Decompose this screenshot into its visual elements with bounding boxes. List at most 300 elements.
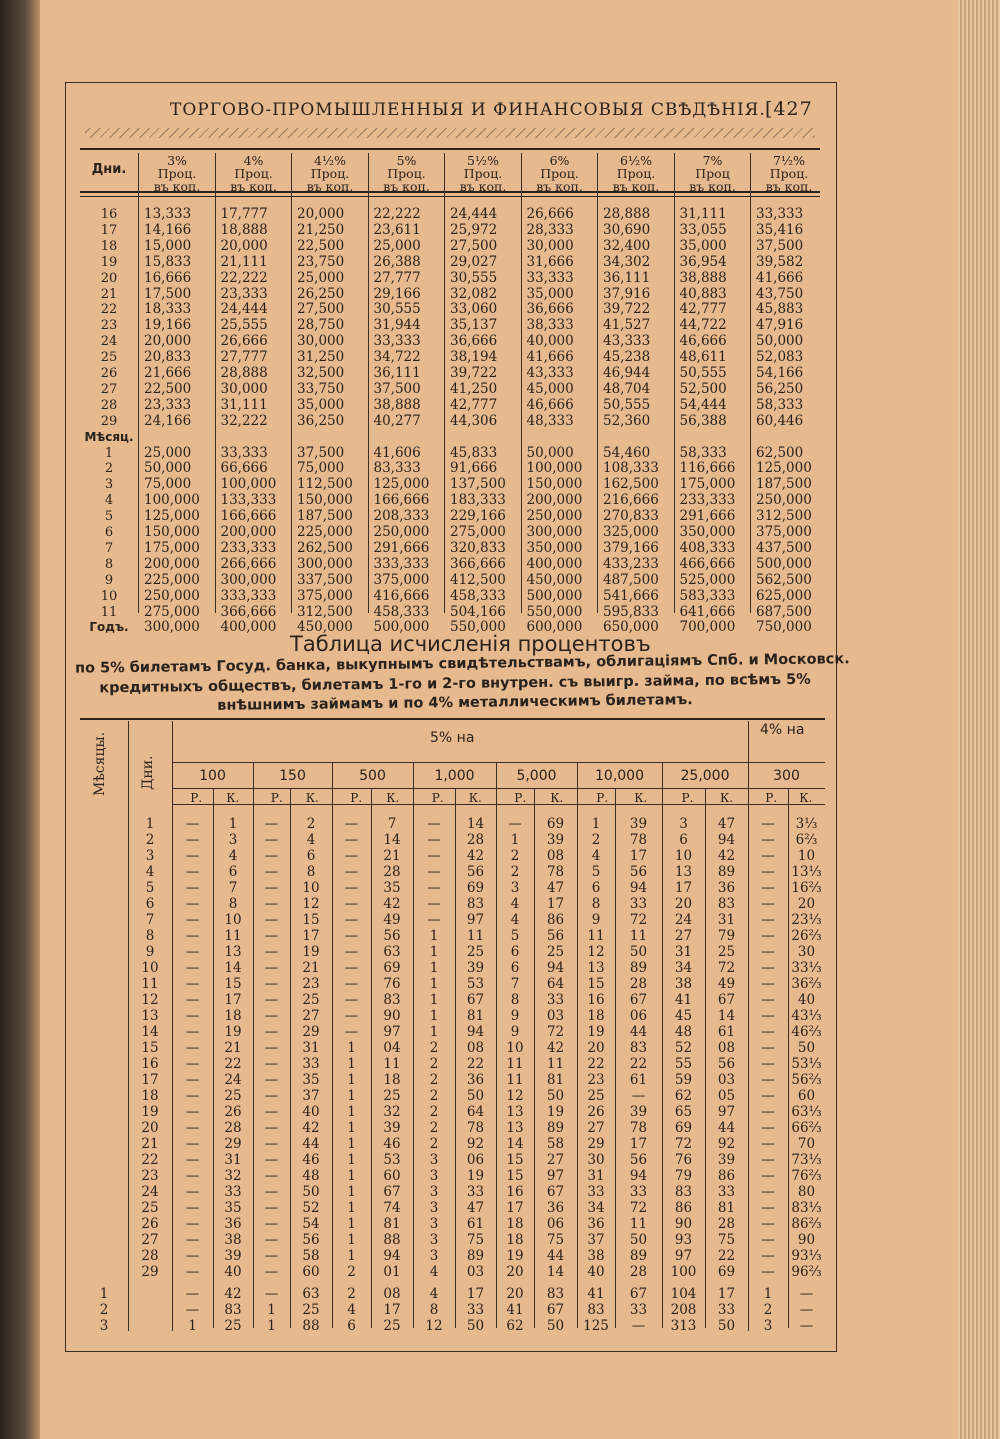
table-cell: 36,111 [373, 365, 421, 381]
column-label: Проц. [540, 166, 579, 181]
table-cell: 1 [347, 1056, 356, 1072]
row-label: 2 [104, 461, 114, 477]
table-cell: 33 [629, 1184, 648, 1200]
table-cell: 1 [228, 816, 238, 832]
table-cell: 23 [587, 1072, 605, 1088]
table-cell: 36,666 [526, 301, 574, 318]
table-cell: 32 [383, 1104, 401, 1120]
table-cell: — [761, 1264, 775, 1280]
table-cell: — [761, 1168, 775, 1184]
table-cell: 291,666 [373, 539, 430, 556]
table-cell: 31 [717, 912, 736, 928]
table-cell: 270,833 [603, 508, 659, 525]
table-cell: — [185, 1008, 200, 1024]
column-rate: 6% [549, 153, 570, 168]
table-cell: 40 [587, 1264, 605, 1280]
table-cell: 33,055 [679, 221, 727, 238]
table-cell: — [799, 1286, 814, 1302]
table-cell: — [508, 816, 522, 832]
table-cell: 39,582 [756, 253, 804, 270]
table-cell: 37,916 [603, 285, 651, 302]
rubles-header: Р. [681, 791, 694, 805]
table-cell: 81 [383, 1216, 401, 1232]
table-cell: 15 [302, 912, 320, 928]
table-cell: — [427, 832, 441, 848]
row-label: 16 [100, 207, 118, 222]
table-cell: 8 [306, 864, 316, 880]
table-cell: 46,944 [603, 365, 651, 381]
table-cell: 1 [347, 1072, 356, 1088]
column-rate: 5½% [467, 153, 499, 168]
table-cell: 26,388 [373, 253, 421, 270]
table-cell: 27,500 [297, 301, 345, 318]
table-cell: 36,666 [450, 333, 498, 350]
table-cell: 96⅔ [791, 1264, 822, 1280]
table-cell: 81 [717, 1200, 736, 1216]
table-cell: 275,000 [144, 603, 200, 620]
table-cell: 42,777 [679, 301, 727, 318]
table-cell: 31,111 [679, 206, 727, 222]
table-cell: 23,750 [297, 253, 345, 270]
table-cell: — [761, 1040, 775, 1056]
table-cell: 100 [670, 1264, 697, 1280]
table-cell: — [264, 896, 279, 912]
table-cell: 9 [510, 1008, 520, 1024]
table-cell: 75,000 [297, 460, 345, 477]
table-cell: 90 [383, 1008, 401, 1024]
table-cell: — [264, 1184, 279, 1200]
table-cell: 10 [674, 848, 693, 864]
table-cell: 26 [587, 1104, 605, 1120]
table-cell: 28 [629, 1264, 648, 1280]
table-cell: 67 [629, 992, 648, 1008]
table-cell: 23,333 [144, 396, 192, 413]
table-cell: 45,883 [756, 301, 804, 318]
rubles-header: Р. [190, 791, 203, 805]
table-cell: 27,777 [373, 269, 421, 286]
table-cell: — [761, 864, 775, 880]
table-cell: 62 [506, 1318, 524, 1334]
table-cell: 3 [429, 1248, 439, 1264]
table-cell: 28,750 [297, 317, 345, 334]
table-cell: 17 [506, 1200, 524, 1216]
day-label: 15 [141, 1040, 159, 1056]
table-cell: — [761, 1072, 775, 1088]
table-cell: 46 [383, 1136, 401, 1152]
table-cell: — [344, 944, 359, 960]
table-cell: 1 [347, 1104, 356, 1120]
table-cell: 19 [224, 1024, 242, 1040]
table-cell: 38,888 [373, 396, 421, 413]
table-cell: — [427, 848, 441, 864]
table-cell: 32,082 [450, 285, 498, 302]
table-cell: 58,333 [756, 396, 804, 413]
table-cell: — [185, 976, 200, 992]
column-label: Проц [695, 166, 730, 181]
table-cell: 47,916 [756, 317, 804, 334]
table-cell: 137,500 [450, 476, 506, 493]
table-cell: 1 [347, 1200, 356, 1216]
table-cell: 53⅓ [791, 1056, 822, 1072]
table-cell: 17 [466, 1286, 485, 1302]
table-cell: 22 [466, 1056, 485, 1072]
amount-header: 500 [359, 768, 386, 784]
table-cell: 40 [224, 1264, 242, 1280]
table-cell: — [185, 1056, 200, 1072]
table-cell: 83 [546, 1286, 565, 1302]
day-label: 26 [141, 1216, 159, 1232]
table-cell: 83 [717, 896, 736, 912]
table-cell: — [427, 816, 441, 832]
table-cell: — [761, 848, 775, 864]
table-cell: 50 [546, 1088, 565, 1104]
table-cell: — [185, 864, 200, 880]
table-cell: 31,944 [373, 317, 421, 334]
table-cell: 550,000 [526, 603, 583, 620]
table-cell: 83,333 [373, 460, 421, 477]
table-cell: 63 [302, 1286, 320, 1302]
table-cell: 48 [674, 1024, 693, 1040]
day-label: 25 [141, 1200, 159, 1216]
table-cell: 49 [383, 912, 401, 928]
table-cell: 3 [429, 1200, 439, 1216]
table-cell: 44 [302, 1136, 320, 1152]
table-cell: 15,833 [144, 253, 192, 270]
table-cell: 39 [629, 1104, 648, 1120]
table-cell: 112,500 [297, 476, 353, 493]
table-cell: 61 [629, 1072, 648, 1088]
table-cell: 54,444 [679, 396, 727, 413]
table-cell: — [344, 912, 359, 928]
table-cell: 18 [224, 1008, 242, 1024]
table-cell: 3 [429, 1216, 439, 1232]
table-cell: 300,000 [144, 619, 200, 636]
table-cell: 1 [347, 1184, 356, 1200]
table-cell: 50,555 [603, 396, 651, 413]
table-cell: 291,666 [679, 508, 736, 525]
table-cell: — [761, 1008, 775, 1024]
day-label: 27 [141, 1232, 159, 1248]
table-cell: — [185, 1248, 200, 1264]
table-cell: 22 [587, 1056, 605, 1072]
table-cell: 26,666 [526, 206, 574, 222]
table-cell: 2 [347, 1264, 356, 1280]
table-cell: 67 [629, 1286, 648, 1302]
table-cell: 8 [510, 992, 520, 1008]
table-cell: 47 [717, 816, 736, 832]
table-cell: — [427, 864, 441, 880]
table-cell: 50 [302, 1184, 320, 1200]
table-cell: 22 [224, 1056, 242, 1072]
table-cell: 67 [717, 992, 736, 1008]
table-cell: — [185, 1264, 200, 1280]
header-rule [172, 762, 825, 763]
column-label: Проц. [769, 166, 809, 181]
table-cell: 11 [587, 928, 605, 944]
table-cell: 72 [674, 1136, 693, 1152]
table-cell: — [761, 992, 775, 1008]
table-cell: — [264, 1008, 279, 1024]
row-label: 29 [100, 413, 118, 429]
table-cell: 42 [383, 896, 401, 912]
table-cell: 50 [466, 1318, 485, 1334]
table-cell: 79 [717, 928, 736, 944]
table-cell: 28,888 [220, 365, 268, 381]
column-rule [138, 153, 139, 613]
rubles-header: Р. [270, 791, 283, 805]
column-header [597, 154, 675, 193]
table-cell: 20,000 [144, 333, 192, 350]
table-cell: 412,500 [450, 571, 506, 588]
table-cell: 60 [302, 1264, 320, 1280]
table-cell: — [185, 944, 200, 960]
table-cell: 21 [224, 1040, 242, 1056]
table-cell: 700,000 [679, 619, 736, 636]
table-cell: — [761, 1104, 775, 1120]
table-cell: 3⅓ [795, 816, 818, 832]
table-cell: 6 [510, 944, 520, 960]
table-cell: 34,302 [603, 253, 651, 270]
table-cell: — [761, 928, 775, 944]
table-cell: 36 [466, 1072, 485, 1088]
table-cell: 2 [429, 1072, 439, 1088]
table-cell: 1 [429, 992, 439, 1008]
table-cell: 64 [466, 1104, 485, 1120]
table-cell: 25,000 [373, 237, 421, 254]
table-cell: — [185, 1024, 200, 1040]
table-cell: — [264, 1136, 279, 1152]
table-cell: 94 [717, 832, 736, 848]
table-cell: 35,000 [297, 396, 345, 413]
table-cell: 93 [674, 1232, 693, 1248]
table-cell: 450,000 [526, 571, 583, 588]
column-rule [662, 762, 663, 1328]
table-cell: 33 [717, 1302, 736, 1318]
column-rule [496, 762, 497, 1328]
table-cell: 89 [546, 1120, 565, 1136]
day-label: 28 [141, 1248, 159, 1264]
table-cell: 50 [717, 1318, 736, 1334]
table-cell: 42,777 [450, 396, 498, 413]
table-cell: 50 [546, 1318, 565, 1334]
table-cell: 550,000 [450, 619, 506, 636]
table-cell: 450,000 [297, 619, 353, 636]
table-cell: 35,416 [756, 221, 804, 238]
table-cell: 42 [466, 848, 485, 864]
table-cell: — [264, 1056, 279, 1072]
day-label: 3 [145, 848, 155, 864]
ornamental-rule [85, 128, 815, 138]
table-cell: 69 [546, 816, 565, 832]
table-cell: 23,611 [373, 221, 421, 238]
day-label: 9 [145, 944, 155, 960]
table-cell: — [761, 1056, 775, 1072]
table-cell: 35 [224, 1200, 242, 1216]
table-cell: 333,333 [373, 555, 430, 572]
row-label: Мѣсяц. [84, 429, 134, 444]
table-cell: 35 [302, 1072, 320, 1088]
table-cell: 83 [674, 1184, 693, 1200]
row-label: 10 [100, 588, 118, 604]
table-cell: — [761, 1216, 775, 1232]
table-cell: 38 [587, 1248, 605, 1264]
table-cell: — [264, 880, 279, 896]
table-cell: 42 [224, 1286, 242, 1302]
column-header [368, 154, 446, 193]
table-cell: 25 [224, 1088, 242, 1104]
header-title: ТОРГОВО-ПРОМЫШЛЕННЫЯ И ФИНАНСОВЫЯ СВѢДѢНІЯ. [170, 100, 766, 120]
table-cell: 21,666 [144, 365, 192, 381]
table-cell: 44,722 [679, 317, 727, 334]
table-cell: 90 [797, 1232, 816, 1248]
table-cell: 504,166 [450, 603, 506, 620]
table-cell: 27,777 [220, 349, 268, 366]
table-cell: 1 [347, 1152, 356, 1168]
table-cell: 94 [383, 1248, 401, 1264]
table-cell: — [264, 1024, 279, 1040]
table-cell: 6 [306, 848, 316, 864]
table-cell: 20,833 [144, 349, 192, 366]
table-cell: 29,166 [373, 285, 421, 302]
table-cell: 41,666 [526, 349, 574, 366]
table-cell: 56 [629, 1152, 648, 1168]
table-cell: — [344, 848, 359, 864]
column-rule [290, 788, 291, 1328]
table-cell: 34 [587, 1200, 605, 1216]
row-label: 26 [100, 366, 118, 381]
table-cell: 41,666 [756, 269, 804, 286]
table-cell: — [761, 912, 775, 928]
table-cell: 50,555 [679, 365, 727, 381]
table-cell: 1 [763, 1286, 773, 1302]
table-cell: — [185, 832, 200, 848]
table-cell: 81 [466, 1008, 485, 1024]
table-cell: 6 [591, 880, 601, 896]
column-unit: въ коп. [612, 179, 660, 194]
table-cell: 7 [510, 976, 520, 992]
table-cell: — [427, 896, 441, 912]
table-cell: 97 [383, 1024, 401, 1040]
table-cell: 17,777 [220, 206, 268, 222]
table-cell: 19,166 [144, 317, 192, 334]
table-cell: 13⅓ [791, 864, 822, 880]
table-cell: 83 [587, 1302, 605, 1318]
table-cell: 03 [717, 1072, 736, 1088]
table-cell: 76 [674, 1152, 693, 1168]
column-label: Проц. [616, 166, 656, 181]
table-cell: 37 [302, 1088, 320, 1104]
table-cell: — [344, 976, 359, 992]
table-cell: 36 [717, 880, 736, 896]
table-cell: 37 [587, 1232, 605, 1248]
table-cell: 20 [506, 1264, 524, 1280]
table-cell: 125,000 [756, 460, 812, 477]
table-cell: 1 [510, 832, 520, 848]
table-cell: 2 [347, 1286, 356, 1302]
day-label: 13 [141, 1008, 159, 1024]
month-label: 1 [99, 1286, 109, 1302]
table-cell: — [344, 880, 359, 896]
table-cell: 233,333 [220, 539, 277, 556]
table-cell: 312,500 [297, 603, 353, 620]
table-cell: 18 [506, 1232, 524, 1248]
table-cell: 83 [629, 1040, 648, 1056]
table-cell: 21,111 [220, 253, 268, 270]
day-label: 12 [141, 992, 159, 1008]
table-cell: — [185, 992, 200, 1008]
table-cell: 52 [674, 1040, 693, 1056]
column-unit: въ коп. [536, 179, 583, 194]
table-cell: 14,166 [144, 221, 192, 238]
day-label: 6 [145, 896, 155, 912]
table-cell: 39,722 [450, 365, 498, 381]
table-cell: 17 [674, 880, 693, 896]
table-cell: 18 [383, 1072, 401, 1088]
table-cell: 1 [429, 960, 439, 976]
table-cell: 39 [629, 816, 648, 832]
table-cell: 21,250 [297, 221, 345, 238]
table-cell: 150,000 [526, 476, 583, 493]
table-subtitle-line2: кредитныхъ обществъ, билетамъ 1-го и 2-го внутрен. съ выигр. займа, по всѣмъ 5% [99, 671, 811, 697]
table-cell: — [761, 1088, 775, 1104]
table-cell: — [344, 864, 359, 880]
table-cell: — [344, 816, 359, 832]
table-cell: 36 [224, 1216, 242, 1232]
table-cell: — [185, 1120, 200, 1136]
table-cell: 10 [797, 848, 816, 864]
column-header [521, 154, 599, 193]
table-cell: 325,000 [603, 524, 659, 540]
table-cell: 16 [587, 992, 605, 1008]
table-cell: 41,606 [373, 444, 421, 461]
table-cell: 30,555 [373, 301, 421, 318]
table-cell: 06 [629, 1008, 648, 1024]
table-cell: 50 [629, 944, 648, 960]
table-cell: 47 [466, 1200, 485, 1216]
table-cell: 94 [629, 880, 648, 896]
table-cell: 45,833 [450, 444, 498, 461]
row-label: 22 [100, 302, 118, 318]
table-cell: — [344, 1024, 359, 1040]
page-number: [427 [765, 98, 813, 120]
table-cell: 3 [228, 832, 238, 848]
table-cell: 250,000 [373, 524, 430, 540]
table-cell: — [761, 1248, 775, 1264]
table-cell: 2 [429, 1104, 439, 1120]
day-label: 11 [141, 976, 159, 992]
table-cell: 6 [679, 832, 688, 848]
table-cell: — [185, 1200, 200, 1216]
table-cell: 22,222 [373, 206, 421, 222]
table-cell: 16 [506, 1184, 524, 1200]
row-label: 3 [104, 477, 114, 493]
table-cell: 250,000 [756, 492, 812, 509]
table-cell: — [264, 1200, 279, 1216]
table-cell: 13 [587, 960, 605, 976]
table-cell: 65 [674, 1104, 693, 1120]
table-cell: 40,000 [526, 333, 574, 350]
day-label: 20 [141, 1120, 159, 1136]
table-cell: 25 [466, 944, 485, 960]
table-cell: 8 [228, 896, 238, 912]
table-cell: — [761, 976, 775, 992]
table-cell: 08 [466, 1040, 485, 1056]
table-cell: 76⅔ [791, 1168, 822, 1184]
table-cell: 22 [717, 1248, 736, 1264]
days-header: Дни. [91, 162, 127, 177]
table-cell: 50,000 [756, 333, 804, 350]
table-cell: 67 [383, 1184, 401, 1200]
